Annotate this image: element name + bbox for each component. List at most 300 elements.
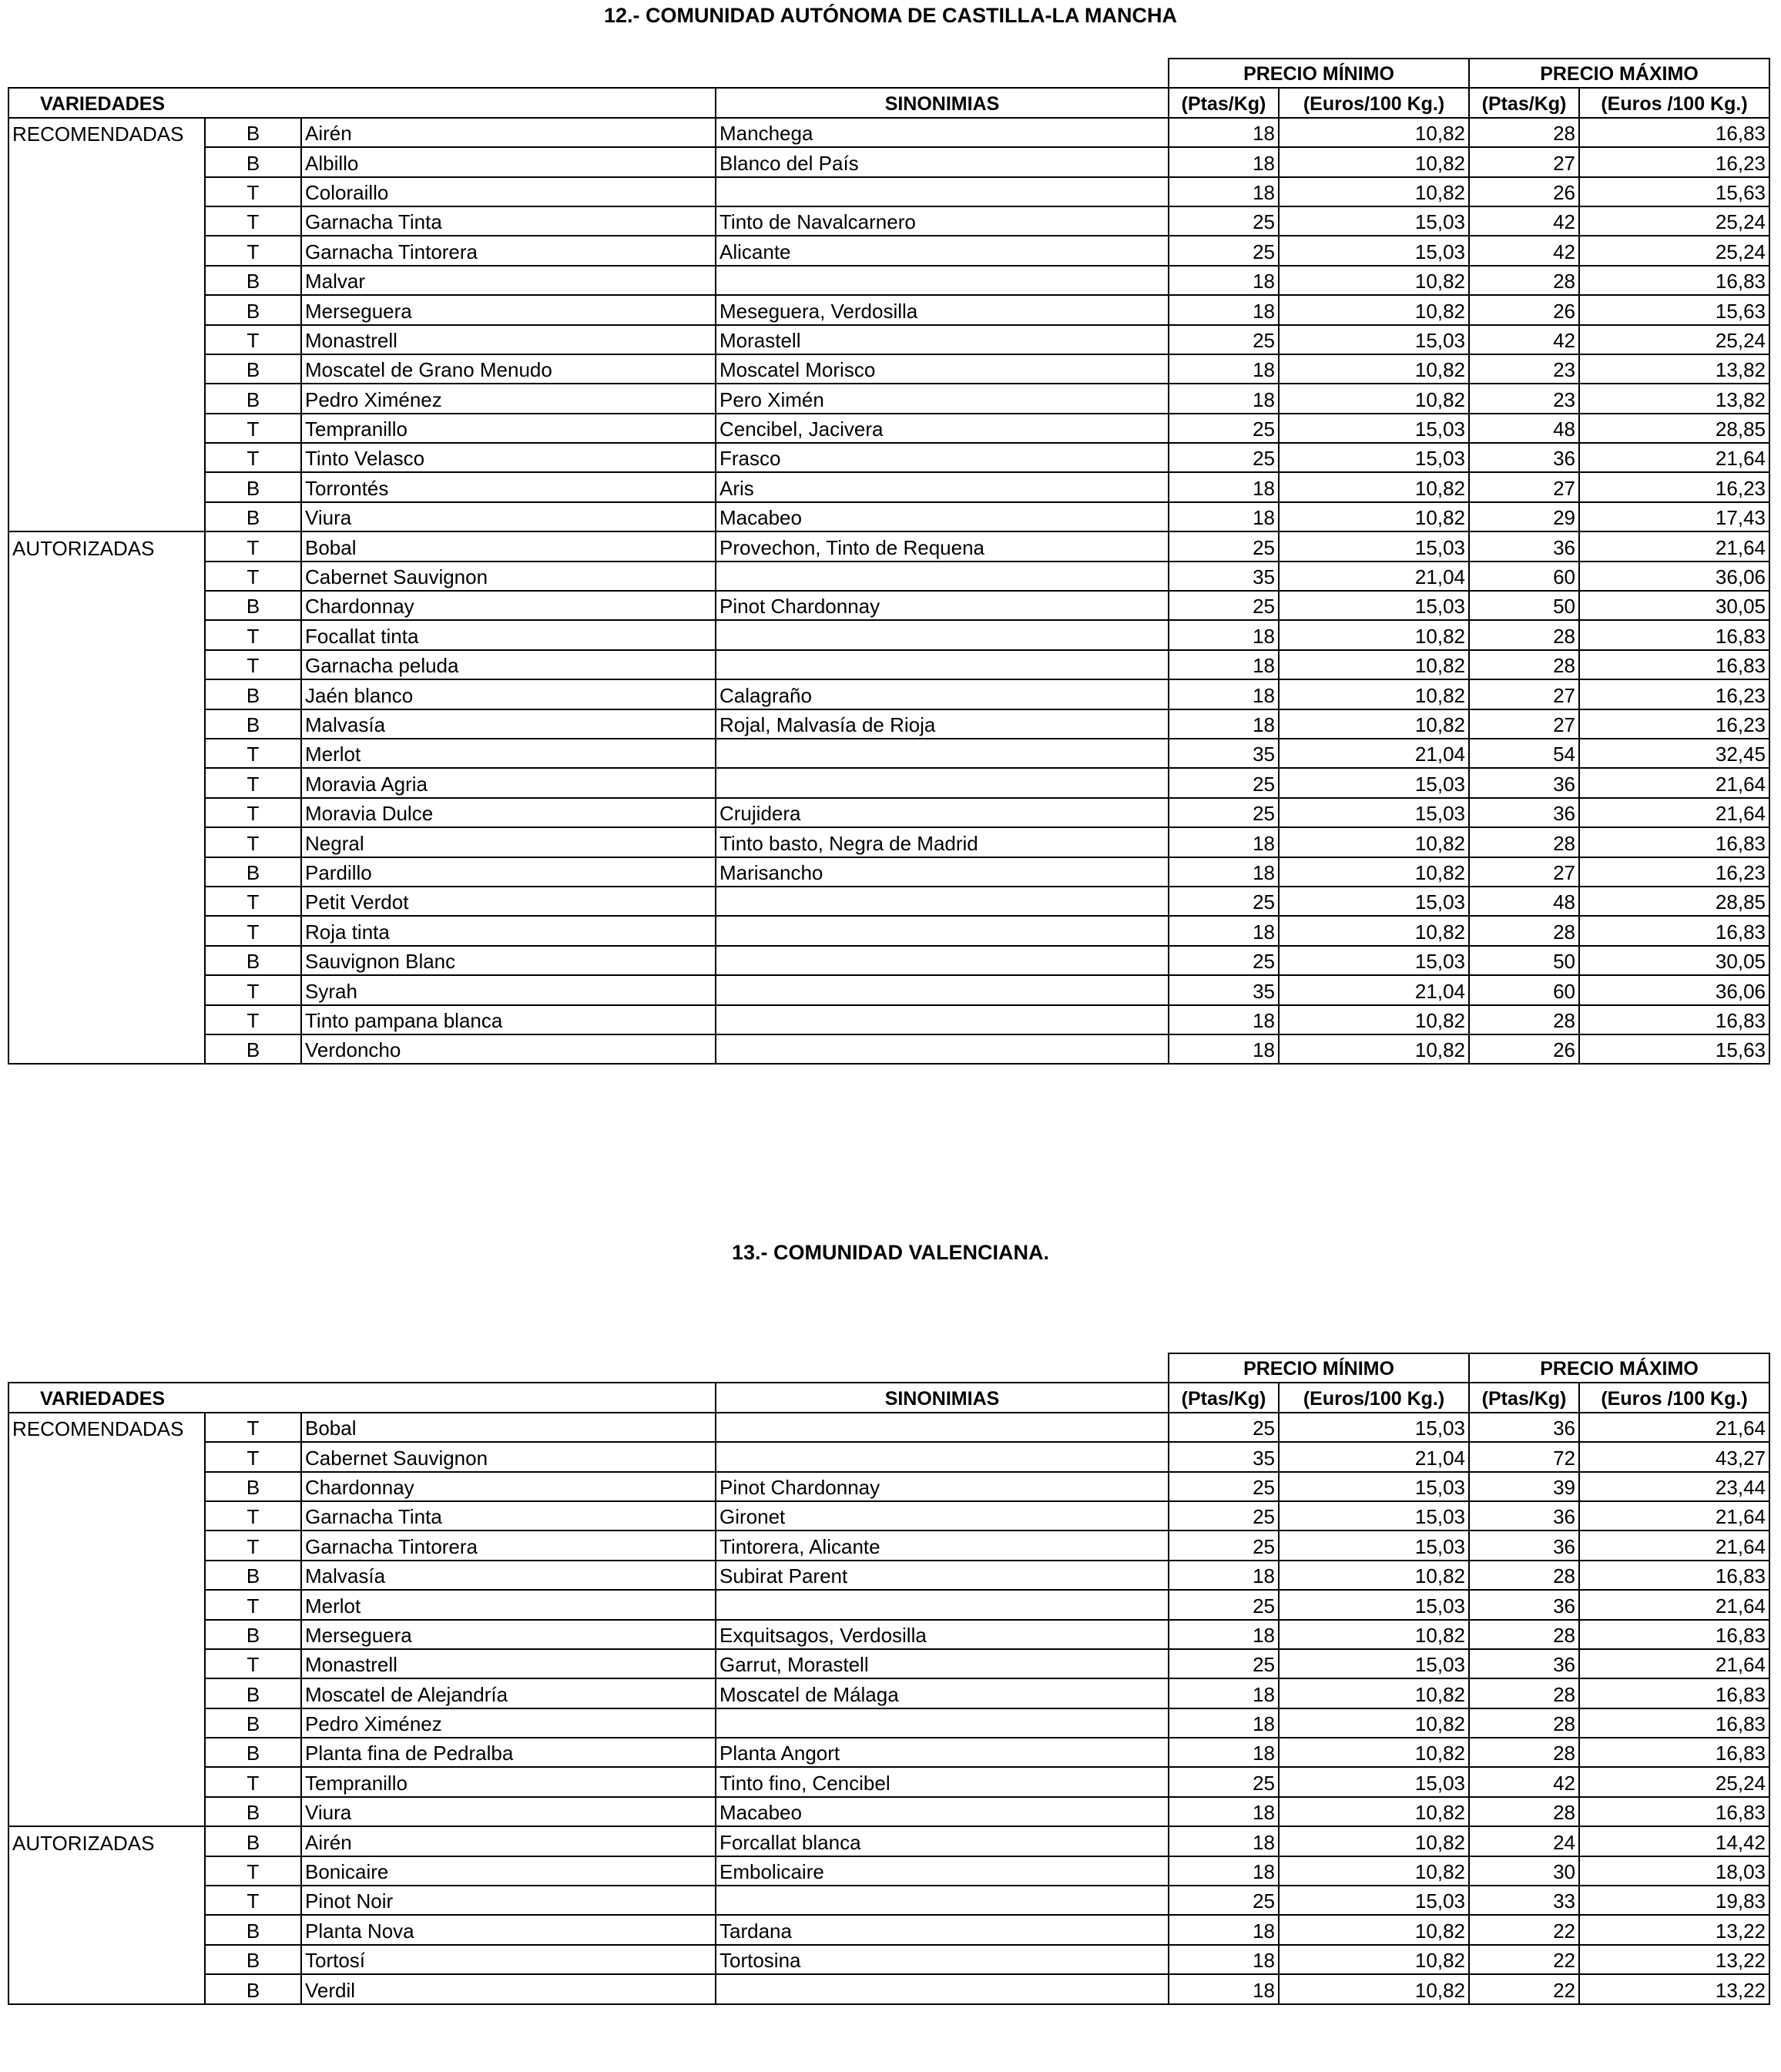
grape-color-cell: B	[205, 1826, 301, 1856]
euros-max-cell: 16,83	[1579, 620, 1769, 649]
category-cell	[8, 206, 205, 236]
ptas-max-cell: 50	[1469, 946, 1579, 975]
grape-color-cell: B	[205, 118, 301, 147]
ptas-max-cell: 28	[1469, 650, 1579, 679]
category-cell: RECOMENDADAS	[8, 1413, 205, 1442]
euros-max-cell: 25,24	[1579, 236, 1769, 265]
euros-min-cell: 21,04	[1279, 562, 1469, 591]
euros-max-cell: 36,06	[1579, 975, 1769, 1004]
ptas-min-cell: 25	[1169, 887, 1279, 916]
category-cell	[8, 1034, 205, 1064]
ptas-min-cell: 35	[1169, 562, 1279, 591]
category-cell	[8, 1945, 205, 1974]
variety-cell: Jaén blanco	[301, 679, 716, 709]
euros-min-cell: 15,03	[1279, 1886, 1469, 1915]
grape-color-cell: T	[205, 1413, 301, 1442]
ptas-min-cell: 18	[1169, 354, 1279, 384]
ptas-max-cell: 28	[1469, 118, 1579, 147]
table-row	[8, 1678, 1769, 1708]
variety-cell: Monastrell	[301, 325, 716, 354]
ptas-max-cell: 28	[1469, 1005, 1579, 1034]
euros-min-cell: 15,03	[1279, 414, 1469, 443]
euros-min-cell: 15,03	[1279, 531, 1469, 561]
euros-max-cell: 16,83	[1579, 1678, 1769, 1708]
table-row	[8, 354, 1769, 384]
synonym-cell: Forcallat blanca	[716, 1826, 1169, 1856]
euros-min-cell: 15,03	[1279, 1767, 1469, 1796]
table-row	[8, 1561, 1769, 1590]
variety-cell: Airén	[301, 118, 716, 147]
variety-cell: Cabernet Sauvignon	[301, 562, 716, 591]
euros-max-cell: 14,42	[1579, 1826, 1769, 1856]
table-row	[8, 1442, 1769, 1471]
grape-color-cell: T	[205, 1886, 301, 1915]
category-cell	[8, 1620, 205, 1649]
grape-color-cell: T	[205, 887, 301, 916]
ptas-max-cell: 30	[1469, 1856, 1579, 1886]
synonym-cell	[716, 946, 1169, 975]
ptas-max-cell: 36	[1469, 1649, 1579, 1678]
variety-cell: Pardillo	[301, 857, 716, 887]
header-sinonimias: SINONIMIAS	[716, 1383, 1169, 1412]
synonym-cell: Subirat Parent	[716, 1561, 1169, 1590]
euros-min-cell: 15,03	[1279, 325, 1469, 354]
synonym-cell	[716, 975, 1169, 1004]
synonym-cell: Tinto de Navalcarnero	[716, 206, 1169, 236]
table-row	[8, 827, 1769, 857]
category-cell	[8, 620, 205, 649]
ptas-max-cell: 27	[1469, 679, 1579, 709]
category-cell	[8, 1005, 205, 1034]
category-cell	[8, 1797, 205, 1826]
ptas-max-cell: 50	[1469, 591, 1579, 620]
table-row	[8, 650, 1769, 679]
ptas-min-cell: 25	[1169, 1649, 1279, 1678]
euros-min-cell: 15,03	[1279, 1413, 1469, 1442]
euros-min-cell: 10,82	[1279, 1561, 1469, 1590]
ptas-min-cell: 25	[1169, 206, 1279, 236]
euros-max-cell: 16,83	[1579, 1738, 1769, 1767]
header-spacer	[8, 59, 1169, 88]
euros-max-cell: 17,43	[1579, 502, 1769, 531]
table-row	[8, 975, 1769, 1004]
ptas-min-cell: 18	[1169, 1826, 1279, 1856]
synonym-cell: Macabeo	[716, 1797, 1169, 1826]
ptas-min-cell: 25	[1169, 443, 1279, 472]
euros-max-cell: 16,23	[1579, 472, 1769, 501]
grape-color-cell: T	[205, 1856, 301, 1886]
category-cell	[8, 1856, 205, 1886]
variety-cell: Malvasía	[301, 709, 716, 739]
synonym-cell	[716, 1034, 1169, 1064]
header-ptas-min: (Ptas/Kg)	[1169, 88, 1279, 117]
grape-color-cell: B	[205, 1738, 301, 1767]
section-title: 12.- COMUNIDAD AUTÓNOMA DE CASTILLA-LA MANCHA	[604, 4, 1177, 27]
table-row	[8, 443, 1769, 472]
grape-color-cell: T	[205, 620, 301, 649]
grape-color-cell: B	[205, 1472, 301, 1501]
header-spacer	[8, 1353, 1169, 1383]
category-cell	[8, 887, 205, 916]
variety-cell: Merseguera	[301, 295, 716, 324]
ptas-min-cell: 25	[1169, 236, 1279, 265]
table-row	[8, 857, 1769, 887]
category-cell	[8, 1767, 205, 1796]
euros-min-cell: 10,82	[1279, 295, 1469, 324]
euros-min-cell: 10,82	[1279, 709, 1469, 739]
variety-cell: Garnacha Tinta	[301, 206, 716, 236]
euros-min-cell: 10,82	[1279, 827, 1469, 857]
ptas-min-cell: 25	[1169, 591, 1279, 620]
variety-cell: Syrah	[301, 975, 716, 1004]
header-precio-maximo: PRECIO MÁXIMO	[1469, 59, 1769, 88]
ptas-max-cell: 23	[1469, 384, 1579, 413]
ptas-max-cell: 28	[1469, 1561, 1579, 1590]
category-cell	[8, 266, 205, 295]
ptas-max-cell: 28	[1469, 266, 1579, 295]
euros-min-cell: 10,82	[1279, 1945, 1469, 1974]
table-row	[8, 1649, 1769, 1678]
variety-cell: Viura	[301, 1797, 716, 1826]
table-row	[8, 384, 1769, 413]
grape-color-cell: B	[205, 1561, 301, 1590]
synonym-cell: Cencibel, Jacivera	[716, 414, 1169, 443]
euros-min-cell: 21,04	[1279, 1442, 1469, 1471]
header-euros-max: (Euros /100 Kg.)	[1579, 88, 1769, 117]
euros-min-cell: 10,82	[1279, 679, 1469, 709]
euros-min-cell: 10,82	[1279, 1034, 1469, 1064]
variety-cell: Garnacha Tintorera	[301, 1531, 716, 1560]
category-cell	[8, 1974, 205, 2003]
category-cell	[8, 827, 205, 857]
category-cell	[8, 679, 205, 709]
ptas-min-cell: 25	[1169, 1531, 1279, 1560]
euros-min-cell: 21,04	[1279, 739, 1469, 768]
euros-max-cell: 16,83	[1579, 1620, 1769, 1649]
category-cell	[8, 739, 205, 768]
table-row	[8, 1826, 1769, 1856]
grape-color-cell: T	[205, 798, 301, 827]
category-cell	[8, 916, 205, 945]
euros-min-cell: 10,82	[1279, 620, 1469, 649]
category-cell	[8, 1442, 205, 1471]
euros-min-cell: 15,03	[1279, 946, 1469, 975]
synonym-cell: Tinto fino, Cencibel	[716, 1767, 1169, 1796]
ptas-min-cell: 18	[1169, 502, 1279, 531]
euros-max-cell: 16,23	[1579, 857, 1769, 887]
table-row	[8, 502, 1769, 531]
ptas-min-cell: 25	[1169, 325, 1279, 354]
euros-min-cell: 15,03	[1279, 768, 1469, 797]
synonym-cell	[716, 1413, 1169, 1442]
euros-min-cell: 15,03	[1279, 887, 1469, 916]
category-cell	[8, 414, 205, 443]
variety-cell: Verdoncho	[301, 1034, 716, 1064]
table-row	[8, 1413, 1769, 1442]
category-cell	[8, 384, 205, 413]
variety-cell: Pedro Ximénez	[301, 384, 716, 413]
variety-cell: Merlot	[301, 739, 716, 768]
table-row	[8, 1531, 1769, 1560]
header-euros-min: (Euros/100 Kg.)	[1279, 88, 1469, 117]
grape-color-cell: T	[205, 1590, 301, 1619]
synonym-cell	[716, 177, 1169, 206]
ptas-min-cell: 35	[1169, 975, 1279, 1004]
euros-max-cell: 16,23	[1579, 679, 1769, 709]
table-row	[8, 1856, 1769, 1886]
euros-min-cell: 15,03	[1279, 206, 1469, 236]
euros-max-cell: 21,64	[1579, 443, 1769, 472]
category-cell	[8, 177, 205, 206]
category-cell	[8, 1915, 205, 1944]
category-cell	[8, 325, 205, 354]
grape-color-cell: T	[205, 650, 301, 679]
synonym-cell	[716, 1442, 1169, 1471]
euros-min-cell: 10,82	[1279, 177, 1469, 206]
ptas-max-cell: 26	[1469, 295, 1579, 324]
variety-cell: Moravia Agria	[301, 768, 716, 797]
ptas-max-cell: 36	[1469, 768, 1579, 797]
euros-max-cell: 16,83	[1579, 1797, 1769, 1826]
euros-min-cell: 10,82	[1279, 1620, 1469, 1649]
table-row	[8, 531, 1769, 561]
table-row	[8, 768, 1769, 797]
euros-min-cell: 10,82	[1279, 384, 1469, 413]
euros-max-cell: 16,83	[1579, 650, 1769, 679]
category-cell	[8, 1590, 205, 1619]
synonym-cell: Pinot Chardonnay	[716, 1472, 1169, 1501]
synonym-cell: Pero Ximén	[716, 384, 1169, 413]
ptas-max-cell: 26	[1469, 1034, 1579, 1064]
ptas-min-cell: 35	[1169, 1442, 1279, 1471]
table-row	[8, 1945, 1769, 1974]
category-cell	[8, 709, 205, 739]
ptas-min-cell: 18	[1169, 1738, 1279, 1767]
ptas-max-cell: 36	[1469, 798, 1579, 827]
header-precio-maximo: PRECIO MÁXIMO	[1469, 1353, 1769, 1383]
variety-cell: Verdil	[301, 1974, 716, 2003]
grape-color-cell: B	[205, 1708, 301, 1738]
variety-cell: Roja tinta	[301, 916, 716, 945]
euros-min-cell: 15,03	[1279, 591, 1469, 620]
euros-max-cell: 15,63	[1579, 177, 1769, 206]
synonym-cell: Tintorera, Alicante	[716, 1531, 1169, 1560]
synonym-cell	[716, 768, 1169, 797]
euros-min-cell: 10,82	[1279, 1708, 1469, 1738]
category-cell: AUTORIZADAS	[8, 531, 205, 561]
grape-color-cell: B	[205, 1797, 301, 1826]
grape-color-cell: T	[205, 1767, 301, 1796]
ptas-max-cell: 28	[1469, 620, 1579, 649]
grape-color-cell: B	[205, 502, 301, 531]
ptas-min-cell: 18	[1169, 679, 1279, 709]
euros-max-cell: 16,83	[1579, 1708, 1769, 1738]
euros-max-cell: 32,45	[1579, 739, 1769, 768]
euros-max-cell: 28,85	[1579, 414, 1769, 443]
header-ptas-max: (Ptas/Kg)	[1469, 88, 1579, 117]
euros-min-cell: 10,82	[1279, 1738, 1469, 1767]
ptas-max-cell: 36	[1469, 443, 1579, 472]
header-row-columns	[8, 1383, 1769, 1412]
header-ptas-max: (Ptas/Kg)	[1469, 1383, 1579, 1412]
table-row	[8, 1034, 1769, 1064]
euros-min-cell: 15,03	[1279, 236, 1469, 265]
ptas-min-cell: 25	[1169, 1590, 1279, 1619]
header-euros-max: (Euros /100 Kg.)	[1579, 1383, 1769, 1412]
grape-color-cell: B	[205, 147, 301, 176]
euros-max-cell: 13,82	[1579, 384, 1769, 413]
section-title: 13.- COMUNIDAD VALENCIANA.	[731, 1241, 1049, 1264]
variety-cell: Planta Nova	[301, 1915, 716, 1944]
category-cell	[8, 354, 205, 384]
variety-cell: Airén	[301, 1826, 716, 1856]
ptas-max-cell: 28	[1469, 1797, 1579, 1826]
ptas-min-cell: 18	[1169, 118, 1279, 147]
table-row	[8, 620, 1769, 649]
category-cell	[8, 443, 205, 472]
synonym-cell	[716, 1886, 1169, 1915]
category-cell	[8, 1472, 205, 1501]
ptas-min-cell: 35	[1169, 739, 1279, 768]
variety-cell: Pinot Noir	[301, 1886, 716, 1915]
grape-color-cell: B	[205, 1034, 301, 1064]
ptas-max-cell: 27	[1469, 147, 1579, 176]
grape-color-cell: B	[205, 709, 301, 739]
ptas-max-cell: 36	[1469, 1413, 1579, 1442]
ptas-min-cell: 18	[1169, 1797, 1279, 1826]
ptas-max-cell: 42	[1469, 1767, 1579, 1796]
table-row	[8, 916, 1769, 945]
ptas-min-cell: 18	[1169, 916, 1279, 945]
table-row	[8, 177, 1769, 206]
synonym-cell: Tinto basto, Negra de Madrid	[716, 827, 1169, 857]
variety-cell: Moscatel de Grano Menudo	[301, 354, 716, 384]
grape-color-cell: B	[205, 591, 301, 620]
ptas-min-cell: 18	[1169, 857, 1279, 887]
table-row	[8, 1005, 1769, 1034]
table-row	[8, 1501, 1769, 1531]
ptas-min-cell: 18	[1169, 1945, 1279, 1974]
ptas-max-cell: 23	[1469, 354, 1579, 384]
category-cell	[8, 1708, 205, 1738]
category-cell	[8, 591, 205, 620]
euros-max-cell: 16,83	[1579, 827, 1769, 857]
ptas-min-cell: 25	[1169, 798, 1279, 827]
table-row	[8, 266, 1769, 295]
grape-color-cell: T	[205, 414, 301, 443]
ptas-max-cell: 36	[1469, 1590, 1579, 1619]
euros-max-cell: 15,63	[1579, 295, 1769, 324]
grape-color-cell: T	[205, 325, 301, 354]
euros-min-cell: 10,82	[1279, 266, 1469, 295]
header-variedades: VARIEDADES	[8, 1383, 716, 1412]
variety-cell: Bobal	[301, 1413, 716, 1442]
euros-max-cell: 13,22	[1579, 1945, 1769, 1974]
variety-cell: Viura	[301, 502, 716, 531]
variety-cell: Malvar	[301, 266, 716, 295]
variety-cell: Coloraillo	[301, 177, 716, 206]
euros-max-cell: 21,64	[1579, 768, 1769, 797]
ptas-min-cell: 18	[1169, 709, 1279, 739]
synonym-cell: Provechon, Tinto de Requena	[716, 531, 1169, 561]
ptas-max-cell: 48	[1469, 414, 1579, 443]
table-row	[8, 206, 1769, 236]
synonym-cell: Macabeo	[716, 502, 1169, 531]
ptas-min-cell: 25	[1169, 1886, 1279, 1915]
ptas-min-cell: 25	[1169, 1413, 1279, 1442]
euros-max-cell: 25,24	[1579, 1767, 1769, 1796]
euros-max-cell: 30,05	[1579, 946, 1769, 975]
grape-color-cell: T	[205, 1501, 301, 1531]
euros-min-cell: 10,82	[1279, 1005, 1469, 1034]
grape-color-cell: B	[205, 679, 301, 709]
grape-color-cell: B	[205, 472, 301, 501]
grape-color-cell: T	[205, 827, 301, 857]
ptas-min-cell: 25	[1169, 531, 1279, 561]
ptas-min-cell: 18	[1169, 1561, 1279, 1590]
table-row	[8, 679, 1769, 709]
euros-max-cell: 19,83	[1579, 1886, 1769, 1915]
euros-max-cell: 13,22	[1579, 1915, 1769, 1944]
euros-max-cell: 18,03	[1579, 1856, 1769, 1886]
synonym-cell	[716, 916, 1169, 945]
table-row	[8, 1886, 1769, 1915]
variety-cell: Malvasía	[301, 1561, 716, 1590]
ptas-min-cell: 18	[1169, 472, 1279, 501]
synonym-cell: Tardana	[716, 1915, 1169, 1944]
synonym-cell: Tortosina	[716, 1945, 1169, 1974]
euros-min-cell: 10,82	[1279, 1826, 1469, 1856]
ptas-min-cell: 18	[1169, 1678, 1279, 1708]
synonym-cell: Blanco del País	[716, 147, 1169, 176]
synonym-cell: Morastell	[716, 325, 1169, 354]
variety-cell: Merseguera	[301, 1620, 716, 1649]
euros-min-cell: 15,03	[1279, 1501, 1469, 1531]
grape-color-cell: T	[205, 206, 301, 236]
header-row-columns	[8, 88, 1769, 117]
table-row	[8, 472, 1769, 501]
synonym-cell: Crujidera	[716, 798, 1169, 827]
ptas-max-cell: 28	[1469, 1620, 1579, 1649]
header-row-price-groups	[8, 1353, 1769, 1383]
euros-max-cell: 21,64	[1579, 531, 1769, 561]
category-cell	[8, 1678, 205, 1708]
synonym-cell	[716, 1005, 1169, 1034]
table-row	[8, 325, 1769, 354]
ptas-min-cell: 25	[1169, 946, 1279, 975]
variety-cell: Negral	[301, 827, 716, 857]
synonym-cell: Gironet	[716, 1501, 1169, 1531]
table-row	[8, 1738, 1769, 1767]
euros-min-cell: 10,82	[1279, 118, 1469, 147]
ptas-min-cell: 25	[1169, 1501, 1279, 1531]
euros-min-cell: 10,82	[1279, 472, 1469, 501]
table-row	[8, 236, 1769, 265]
ptas-max-cell: 22	[1469, 1974, 1579, 2003]
table-row	[8, 118, 1769, 147]
variety-cell: Garnacha Tinta	[301, 1501, 716, 1531]
header-sinonimias: SINONIMIAS	[716, 88, 1169, 117]
category-cell	[8, 1531, 205, 1560]
euros-max-cell: 23,44	[1579, 1472, 1769, 1501]
ptas-min-cell: 18	[1169, 147, 1279, 176]
category-cell	[8, 502, 205, 531]
ptas-min-cell: 18	[1169, 827, 1279, 857]
category-cell	[8, 472, 205, 501]
header-variedades: VARIEDADES	[8, 88, 716, 117]
grape-color-cell: B	[205, 266, 301, 295]
variety-cell: Moscatel de Alejandría	[301, 1678, 716, 1708]
